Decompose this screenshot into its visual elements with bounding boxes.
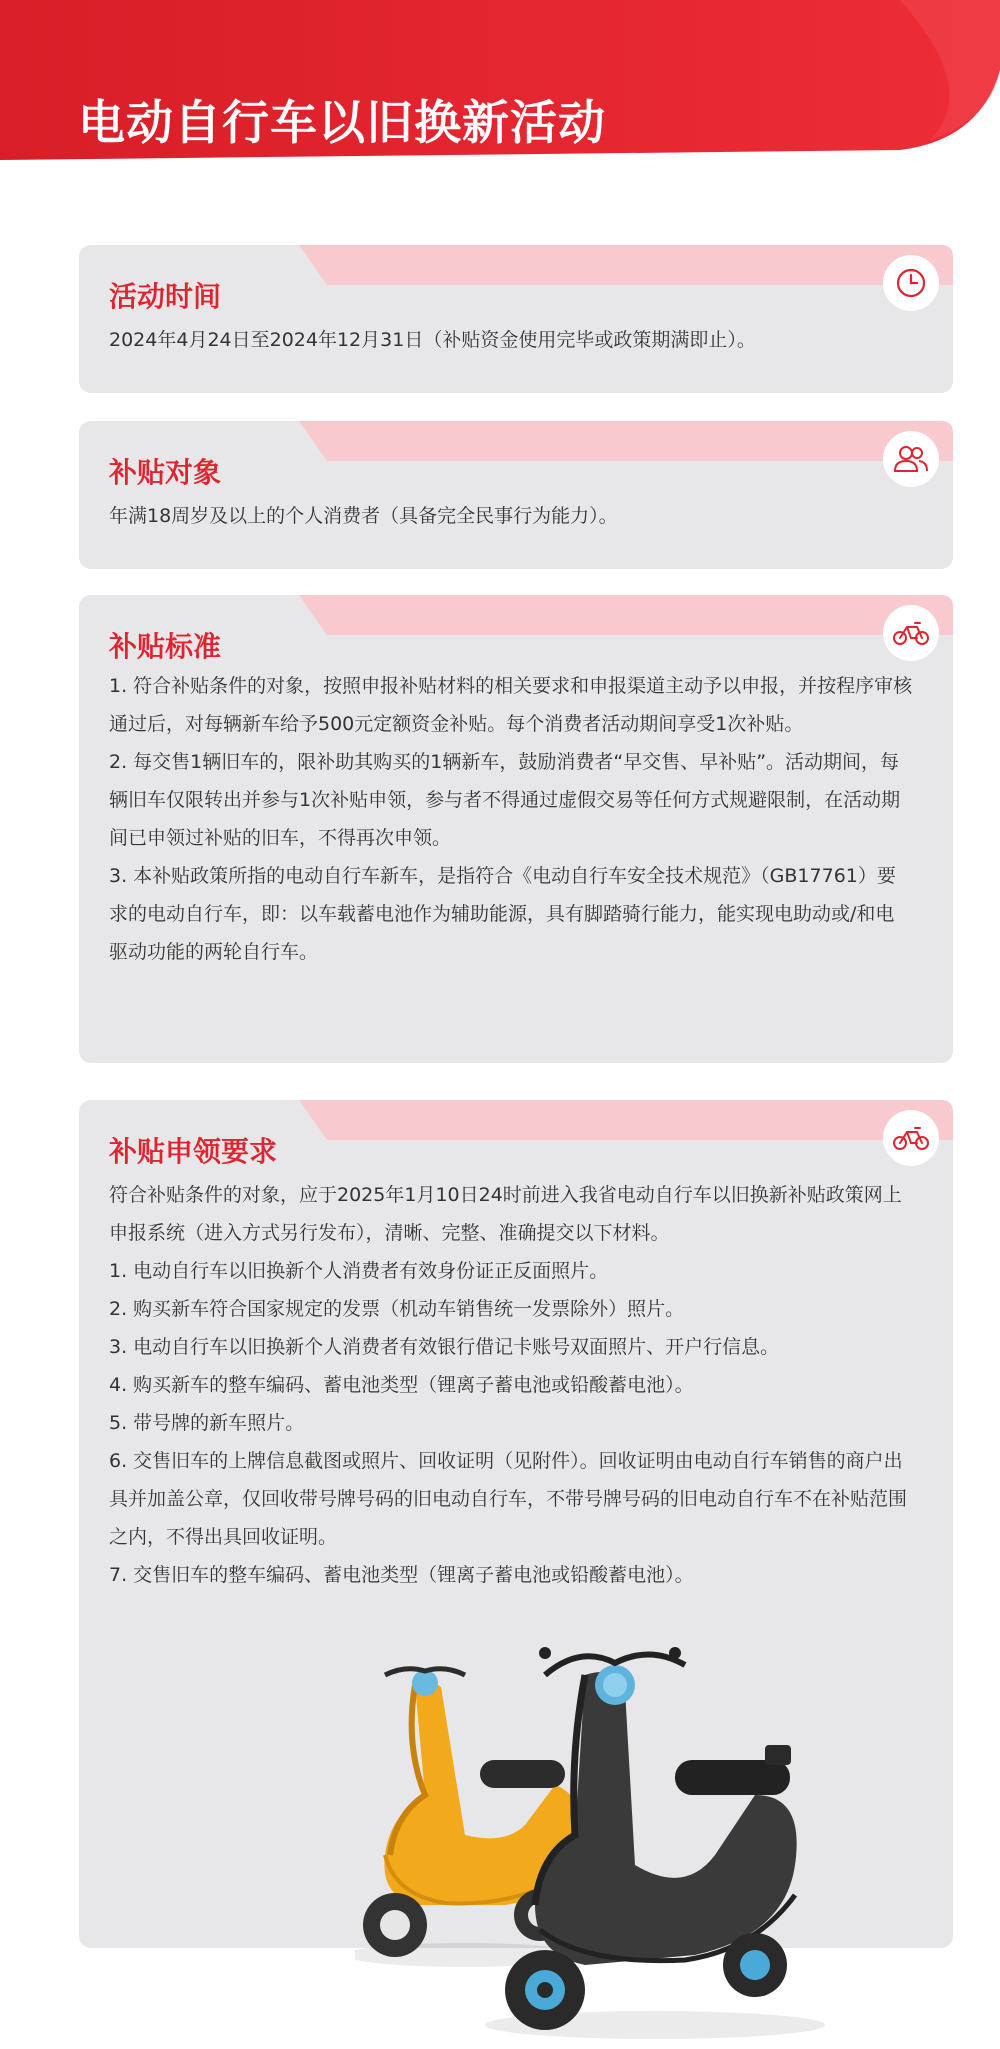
header-banner — [0, 0, 1000, 160]
section-tab — [299, 1100, 953, 1140]
clock-icon — [883, 255, 939, 311]
paragraph: 1. 符合补贴条件的对象，按照申报补贴材料的相关要求和申报渠道主动予以申报，并按程序审核通过后，对每辆新车给予500元定额资金补贴。每个消费者活动期间享受1次补贴。 — [109, 675, 913, 735]
section-title: 补贴对象 — [109, 456, 222, 489]
paragraph: 2. 每交售1辆旧车的，限补助其购买的1辆新车，鼓励消费者“早交售、早补贴”。活动期间，每辆旧车仅限转出并参与1次补贴申领，参与者不得通过虚假交易等任何方式规避限制，在活动期间已申领过补贴的旧车，不得再次申领。 — [109, 751, 901, 849]
paragraph: 1. 电动自行车以旧换新个人消费者有效身份证正反面照片。 — [109, 1260, 609, 1282]
section-body — [109, 1176, 913, 1594]
section-subsidy-target — [79, 421, 953, 569]
section-body — [109, 321, 913, 359]
paragraph: 5. 带号牌的新车照片。 — [109, 1412, 305, 1434]
paragraph: 符合补贴条件的对象，应于2025年1月10日24时前进入我省电动自行车以旧换新补贴政策网上申报系统（进入方式另行发布），清晰、完整、准确提交以下材料。 — [109, 1184, 902, 1244]
section-tab — [299, 595, 953, 635]
page-title: 电动自行车以旧换新活动 — [78, 96, 606, 151]
paragraph: 3. 本补贴政策所指的电动自行车新车，是指符合《电动自行车安全技术规范》（GB17761）要求的电动自行车，即：以车载蓄电池作为辅助能源，具有脚踏骑行能力，能实现电助动或/和电驱动功能的两轮自行车。 — [109, 865, 896, 963]
paragraph: 3. 电动自行车以旧换新个人消费者有效银行借记卡账号双面照片、开户行信息。 — [109, 1336, 780, 1358]
section-body — [109, 667, 913, 971]
paragraph: 6. 交售旧车的上牌信息截图或照片、回收证明（见附件）。回收证明由电动自行车销售的商户出具并加盖公章，仅回收带号牌号码的旧电动自行车，不带号牌号码的旧电动自行车不在补贴范围之内，不得出具回收证明。 — [109, 1450, 908, 1548]
section-tab — [299, 421, 953, 461]
section-title: 补贴申领要求 — [109, 1135, 278, 1168]
section-subsidy-standard — [79, 595, 953, 1063]
section-activity-time — [79, 245, 953, 393]
section-tab — [299, 245, 953, 285]
bicycle-icon — [883, 605, 939, 661]
bicycle-icon — [883, 1110, 939, 1166]
section-body — [109, 497, 913, 535]
paragraph: 7. 交售旧车的整车编码、蓄电池类型（锂离子蓄电池或铅酸蓄电池）。 — [109, 1564, 694, 1586]
paragraph: 年满18周岁及以上的个人消费者（具备完全民事行为能力）。 — [109, 505, 618, 527]
paragraph: 2024年4月24日至2024年12月31日（补贴资金使用完毕或政策期满即止）。 — [109, 329, 756, 351]
paragraph: 4. 购买新车的整车编码、蓄电池类型（锂离子蓄电池或铅酸蓄电池）。 — [109, 1374, 694, 1396]
section-title: 活动时间 — [109, 280, 222, 313]
paragraph: 2. 购买新车符合国家规定的发票（机动车销售统一发票除外）照片。 — [109, 1298, 685, 1320]
section-title: 补贴标准 — [109, 630, 222, 663]
scooters-illustration — [355, 1645, 835, 2045]
people-icon — [883, 431, 939, 487]
